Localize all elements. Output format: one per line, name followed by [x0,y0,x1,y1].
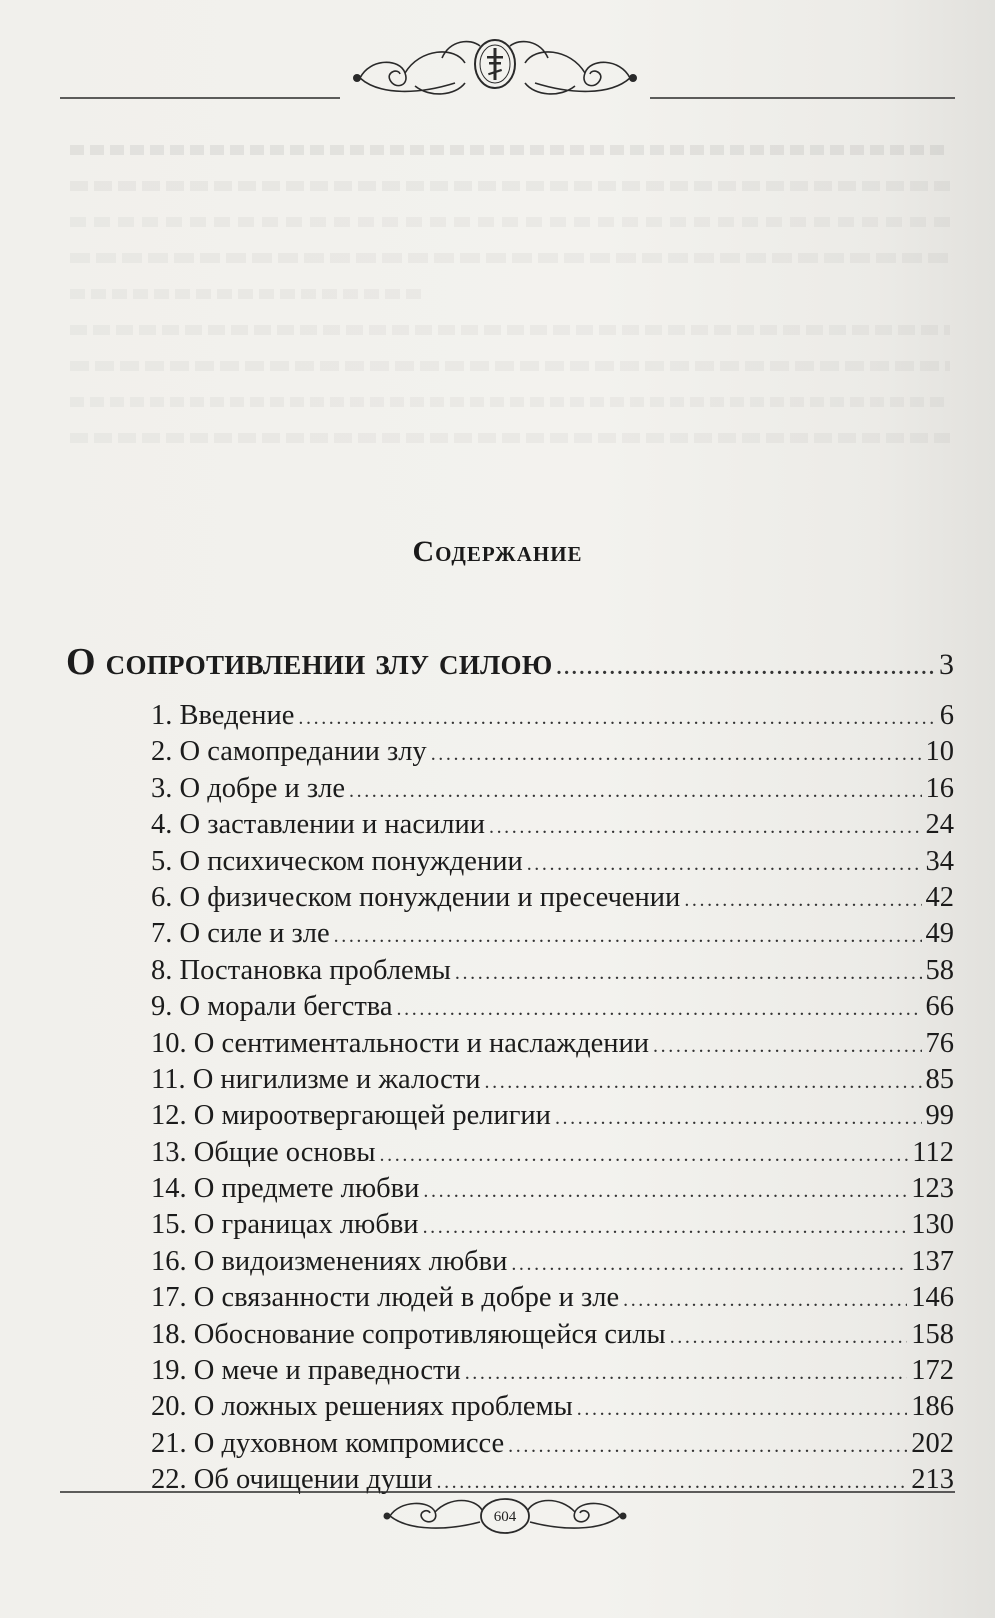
toc-item-page: 123 [911,1173,954,1205]
toc-item[interactable] [66,846,954,882]
toc-item[interactable] [66,1246,954,1282]
toc-item[interactable] [66,918,954,954]
toc-item-page: 112 [912,1136,954,1168]
toc-item-page: 76 [925,1027,954,1059]
toc-item-label: 4. О заставлении и насилии [151,809,485,841]
dot-leader [489,816,922,839]
toc-item-page: 85 [925,1063,954,1095]
toc-item-label: 8. Постановка проблемы [151,954,451,986]
dot-leader [577,1398,907,1421]
toc-item-page: 24 [925,809,954,841]
toc-item[interactable] [66,991,954,1027]
toc-item-page: 130 [911,1209,954,1241]
toc-item-page: 16 [925,772,954,804]
toc-item-page: 66 [925,991,954,1023]
dot-leader [298,707,935,730]
toc-item[interactable] [66,1282,954,1318]
dot-leader [623,1289,907,1312]
toc-item[interactable] [66,1173,954,1209]
page-title: Содержание [412,535,583,568]
toc-item-page: 146 [911,1282,954,1314]
toc-main-page: 3 [939,648,954,681]
toc-item[interactable] [66,1355,954,1391]
toc-item-label: 15. О границах любви [151,1209,419,1241]
dot-leader [555,1107,922,1130]
toc-item[interactable] [66,700,954,736]
scroll-ornament-icon [60,1478,955,1558]
dot-leader [334,925,922,948]
toc-item-page: 172 [911,1355,954,1387]
toc-item[interactable] [66,1391,954,1427]
toc-item-label: 7. О силе и зле [151,918,330,950]
toc-item-label: 22. Об очищении души [151,1464,433,1496]
toc-item-label: 5. О психическом понуждении [151,845,523,877]
dot-leader [684,889,921,912]
dot-leader [465,1362,908,1385]
dot-leader [527,853,922,876]
toc-item-page: 202 [911,1427,954,1459]
dot-leader [455,962,922,985]
toc-item[interactable] [66,736,954,772]
toc-item-label: 1. Введение [151,700,295,731]
toc-item-label: 6. О физическом понуждении и пресечении [151,881,681,913]
toc-item-page: 137 [911,1245,954,1277]
toc-item[interactable] [66,773,954,809]
toc-item-page: 42 [925,881,954,913]
toc-item[interactable] [66,1209,954,1245]
toc-item-label: 16. О видоизменениях любви [151,1245,508,1277]
toc-item[interactable] [66,1064,954,1100]
toc-item-label: 17. О связанности людей в добре и зле [151,1282,620,1314]
dot-leader [508,1435,907,1458]
toc-item-label: 14. О предмете любви [151,1173,420,1205]
toc-item[interactable] [66,809,954,845]
toc-item-label: 3. О добре и зле [151,772,345,804]
toc-item-page: 49 [925,918,954,950]
toc-item-label: 11. О нигилизме и жалости [151,1063,481,1095]
toc-item-label: 13. Общие основы [151,1136,376,1168]
toc-item[interactable] [66,1319,954,1355]
table-of-contents [66,640,954,1501]
toc-item[interactable] [66,882,954,918]
toc-item-label: 19. О мече и праведности [151,1355,461,1387]
dot-leader [511,1253,907,1276]
toc-item-page: 186 [911,1391,954,1423]
toc-main-title: О сопротивлении злу силою [66,641,553,683]
toc-item-page: 158 [911,1318,954,1350]
toc-item[interactable] [66,1428,954,1464]
toc-item[interactable] [66,955,954,991]
toc-item[interactable] [66,1028,954,1064]
toc-item-label: 2. О самопредании злу [151,736,427,768]
page-number: 604 [493,1509,517,1525]
bleed-through-texture [70,135,950,469]
dot-leader [380,1144,909,1167]
toc-item-label: 10. О сентиментальности и наслаждении [151,1027,650,1059]
toc-main-entry[interactable] [66,640,954,700]
dot-leader [423,1216,908,1239]
toc-item-label: 18. Обоснование сопротивляющейся силы [151,1318,666,1350]
toc-item-page: 213 [911,1464,954,1496]
toc-item-page: 10 [925,736,954,768]
toc-item-page: 34 [925,845,954,877]
toc-item-label: 9. О морали бегства [151,991,393,1023]
dot-leader [349,780,922,803]
toc-item-label: 20. О ложных решениях проблемы [151,1391,573,1423]
toc-item-page: 6 [939,700,954,731]
toc-item[interactable] [66,1137,954,1173]
dot-leader [557,657,935,680]
dot-leader [431,743,922,766]
toc-item-label: 12. О мироотвергающей религии [151,1100,551,1132]
cross-scroll-ornament-icon [60,28,955,118]
dot-leader [423,1180,907,1203]
toc-item-label: 21. О духовном компромиссе [151,1427,505,1459]
toc-item-page: 99 [925,1100,954,1132]
dot-leader [485,1071,922,1094]
dot-leader [397,998,922,1021]
dot-leader [653,1035,921,1058]
toc-item[interactable] [66,1100,954,1136]
dot-leader [670,1326,908,1349]
toc-item-page: 58 [925,954,954,986]
